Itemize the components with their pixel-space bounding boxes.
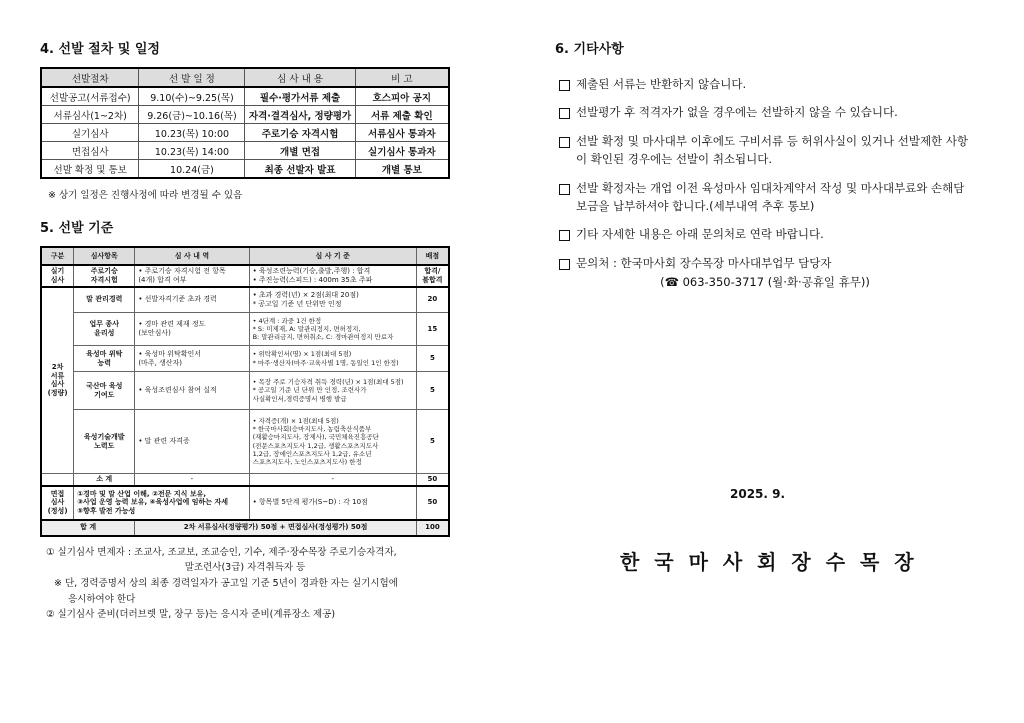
checkbox-icon bbox=[559, 80, 570, 91]
schedule-header: 선발절차 bbox=[41, 68, 139, 87]
item-cell: ①경마 및 말 산업 이해, ②전문 지식 보유, ③사업 운영 능력 보유, ④육성사업에 임하는 자세 ⑤향후 발전 가능성 bbox=[74, 486, 249, 520]
note-line: ① 실기심사 면제자 : 조교사, 조교보, 조교승인, 기수, 제주·장수목장 주로기승자격자, bbox=[46, 546, 397, 558]
subtotal-detail: - bbox=[135, 474, 249, 486]
list-item: 선발 확정자는 개업 이전 육성마사 임대차계약서 작성 및 마사대부료와 손해담보금을 납부하셔야 합니다.(세부내역 추후 통보) bbox=[555, 179, 975, 216]
detail-cell: • 육성조련심사 참여 실적 bbox=[135, 372, 249, 410]
schedule-cell: 최종 선발자 발표 bbox=[245, 160, 355, 179]
section4-title: 4. 선발 절차 및 일정 bbox=[40, 42, 160, 57]
schedule-cell: 선발 확정 및 통보 bbox=[41, 160, 139, 179]
schedule-note: ※ 상기 일정은 진행사정에 따라 변경될 수 있음 bbox=[48, 190, 243, 201]
schedule-cell: 실기심사 통과자 bbox=[355, 142, 449, 160]
item-cell: 말 관리경력 bbox=[74, 287, 135, 313]
schedule-header: 심 사 내 용 bbox=[245, 68, 355, 87]
detail-cell: • 경마 관련 제재 정도 (보안심사) bbox=[135, 313, 249, 346]
item-cell: 육성기술개발 노력도 bbox=[74, 410, 135, 474]
table-row bbox=[41, 265, 449, 287]
score-cell: 5 bbox=[416, 372, 449, 410]
note-line: 응시하여야 한다 bbox=[68, 593, 136, 605]
schedule-cell: 10.23(목) 14:00 bbox=[139, 142, 245, 160]
criteria-cell: • 목장 주로 기승자격 취득 경력(년) × 1점(최대 5점) * 공고일 기준 년 단위 만 인정, 조련사가 사실확인서,경력증명서 병행 발급 bbox=[249, 372, 416, 410]
schedule-cell: 필수·평가서류 제출 bbox=[245, 87, 355, 106]
score-cell: 20 bbox=[416, 287, 449, 313]
list-item: 선발평가 후 적격자가 없을 경우에는 선발하지 않을 수 있습니다. bbox=[555, 103, 975, 121]
checkbox-icon bbox=[559, 108, 570, 119]
left-column bbox=[40, 38, 450, 623]
criteria-cell: • 항목별 5단계 평가(S~D) : 각 10점 bbox=[249, 486, 416, 520]
schedule-cell: 개별 통보 bbox=[355, 160, 449, 179]
note-line: 말조련사(3급) 자격취득자 등 bbox=[184, 562, 306, 574]
list-item: 제출된 서류는 반환하지 않습니다. bbox=[555, 75, 975, 93]
schedule-cell: 서류 제출 확인 bbox=[355, 106, 449, 124]
schedule-cell: 호스피아 공지 bbox=[355, 87, 449, 106]
right-column bbox=[555, 38, 975, 290]
detail-cell: • 말 관련 자격증 bbox=[135, 410, 249, 474]
schedule-table bbox=[40, 67, 450, 179]
schedule-cell: 면접심사 bbox=[41, 142, 139, 160]
list-item: 선발 확정 및 마사대부 이후에도 구비서류 등 허위사실이 있거나 선발제한 사항이 확인된 경우에는 선발이 취소됩니다. bbox=[555, 132, 975, 169]
score-cell: 합격/ 불합격 bbox=[416, 265, 449, 287]
criteria-header: 구분 bbox=[41, 247, 74, 265]
schedule-cell: 주로기승 자격시험 bbox=[245, 124, 355, 142]
schedule-header: 선 발 일 정 bbox=[139, 68, 245, 87]
table-row bbox=[41, 346, 449, 372]
schedule-cell: 9.26(금)~10.16(목) bbox=[139, 106, 245, 124]
checkbox-icon bbox=[559, 137, 570, 148]
checkbox-icon bbox=[559, 259, 570, 270]
subtotal-label: 소 계 bbox=[74, 474, 135, 486]
schedule-header: 비 고 bbox=[355, 68, 449, 87]
section6-title: 6. 기타사항 bbox=[555, 42, 624, 57]
item-cell: 육성마 위탁 능력 bbox=[74, 346, 135, 372]
category-cell: 면접 심사 (정성) bbox=[41, 486, 74, 520]
criteria-cell: • 육성조련능력(기승,출발,주행) : 합격 • 주진능력(스피드) : 400m 35초 주파 bbox=[249, 265, 416, 287]
note-line: ※ 단, 경력증명서 상의 최종 경력일자가 공고일 기준 5년이 경과한 자는 실기시험에 bbox=[54, 578, 398, 590]
detail-cell: • 육성마 위탁확인서 (마주, 생산자) bbox=[135, 346, 249, 372]
criteria-header: 심 사 내 역 bbox=[135, 247, 249, 265]
organization-name: 한 국 마 사 회 장 수 목 장 bbox=[620, 550, 918, 574]
detail-cell: • 주로기승 자격시험 전 항목 (4개) 합격 여부 bbox=[135, 265, 249, 287]
section5-title: 5. 선발 기준 bbox=[40, 221, 114, 236]
list-item: 기타 자세한 내용은 아래 문의처로 연락 바랍니다. bbox=[555, 225, 975, 243]
criteria-cell: • 자격증(개) × 1점(최대 5점) * 한국마사회(승마지도사, 농림축산식품부 (재활승마지도사, 장제사), 국민체육진흥공단 (전문스포츠지도사 1,2급, 생활스포츠지도사 1,2급, 장애인스포츠지도사 1,2급, 유소년 스포츠지도사, 노인스포츠지도사) 한정 bbox=[249, 410, 416, 474]
criteria-cell: • 4단계 : 과중 1건 한정 * S: 미제재, A: 말관리정지, 면허정지, B: 말관리금지, 면허취소, C: 경마관여정지 만료자 bbox=[249, 313, 416, 346]
criteria-notes bbox=[40, 545, 450, 623]
item-cell: 업무 종사 윤리성 bbox=[74, 313, 135, 346]
schedule-cell: 개별 면접 bbox=[245, 142, 355, 160]
schedule-cell: 10.23(목) 10:00 bbox=[139, 124, 245, 142]
schedule-cell: 자격·결격심사, 정량평가 bbox=[245, 106, 355, 124]
table-row bbox=[41, 106, 449, 124]
table-row bbox=[41, 287, 449, 313]
criteria-table bbox=[40, 246, 450, 537]
score-cell: 5 bbox=[416, 346, 449, 372]
document-date: 2025. 9. bbox=[730, 487, 786, 501]
score-cell: 50 bbox=[416, 486, 449, 520]
schedule-cell: 9.10(수)~9.25(목) bbox=[139, 87, 245, 106]
subtotal-score: 50 bbox=[416, 474, 449, 486]
schedule-cell: 서류심사 통과자 bbox=[355, 124, 449, 142]
table-row bbox=[41, 160, 449, 179]
total-detail: 2차 서류심사(정량평가) 50점 + 면접심사(정성평가) 50점 bbox=[135, 520, 417, 536]
criteria-header: 심사항목 bbox=[74, 247, 135, 265]
total-score: 100 bbox=[416, 520, 449, 536]
note-line: ② 실기심사 준비(더러브렛 말, 장구 등)는 응시자 준비(계류장소 제공) bbox=[46, 609, 336, 621]
list-item: 문의처 : 한국마사회 장수목장 마사대부업무 담당자 bbox=[555, 254, 975, 272]
total-label: 합 계 bbox=[41, 520, 135, 536]
table-row bbox=[41, 372, 449, 410]
item-cell: 국산마 육성 기여도 bbox=[74, 372, 135, 410]
criteria-cell: • 초과 경력(년) × 2점(최대 20점) * 공고일 기준 년 단위만 인정 bbox=[249, 287, 416, 313]
detail-cell: • 선발자격기준 초과 경력 bbox=[135, 287, 249, 313]
total-row bbox=[41, 520, 449, 536]
schedule-cell: 실기심사 bbox=[41, 124, 139, 142]
category-cell: 실기 심사 bbox=[41, 265, 74, 287]
schedule-cell: 서류심사(1~2차) bbox=[41, 106, 139, 124]
category-cell: 2차 서류 심사 (정량) bbox=[41, 287, 74, 474]
table-row bbox=[41, 410, 449, 474]
criteria-header: 배점 bbox=[416, 247, 449, 265]
checkbox-icon bbox=[559, 184, 570, 195]
criteria-cell: • 위탁확인서(명) × 1점(최대 5점) * 마주·생산자(마주·교육사별 1명, 동일인 1인 한정) bbox=[249, 346, 416, 372]
schedule-cell: 선발공고(서류접수) bbox=[41, 87, 139, 106]
table-row bbox=[41, 87, 449, 106]
score-cell: 15 bbox=[416, 313, 449, 346]
checkbox-icon bbox=[559, 230, 570, 241]
schedule-cell: 10.24(금) bbox=[139, 160, 245, 179]
subtotal-row bbox=[41, 474, 449, 486]
criteria-header: 심 사 기 준 bbox=[249, 247, 416, 265]
score-cell: 5 bbox=[416, 410, 449, 474]
item-cell: 주로기승 자격시험 bbox=[74, 265, 135, 287]
contact-phone: (☎ 063-350-3717 (월·화·공휴일 휴무)) bbox=[660, 275, 870, 290]
table-row bbox=[41, 313, 449, 346]
table-row bbox=[41, 142, 449, 160]
interview-row bbox=[41, 486, 449, 520]
subtotal-criteria: - bbox=[249, 474, 416, 486]
table-row bbox=[41, 124, 449, 142]
